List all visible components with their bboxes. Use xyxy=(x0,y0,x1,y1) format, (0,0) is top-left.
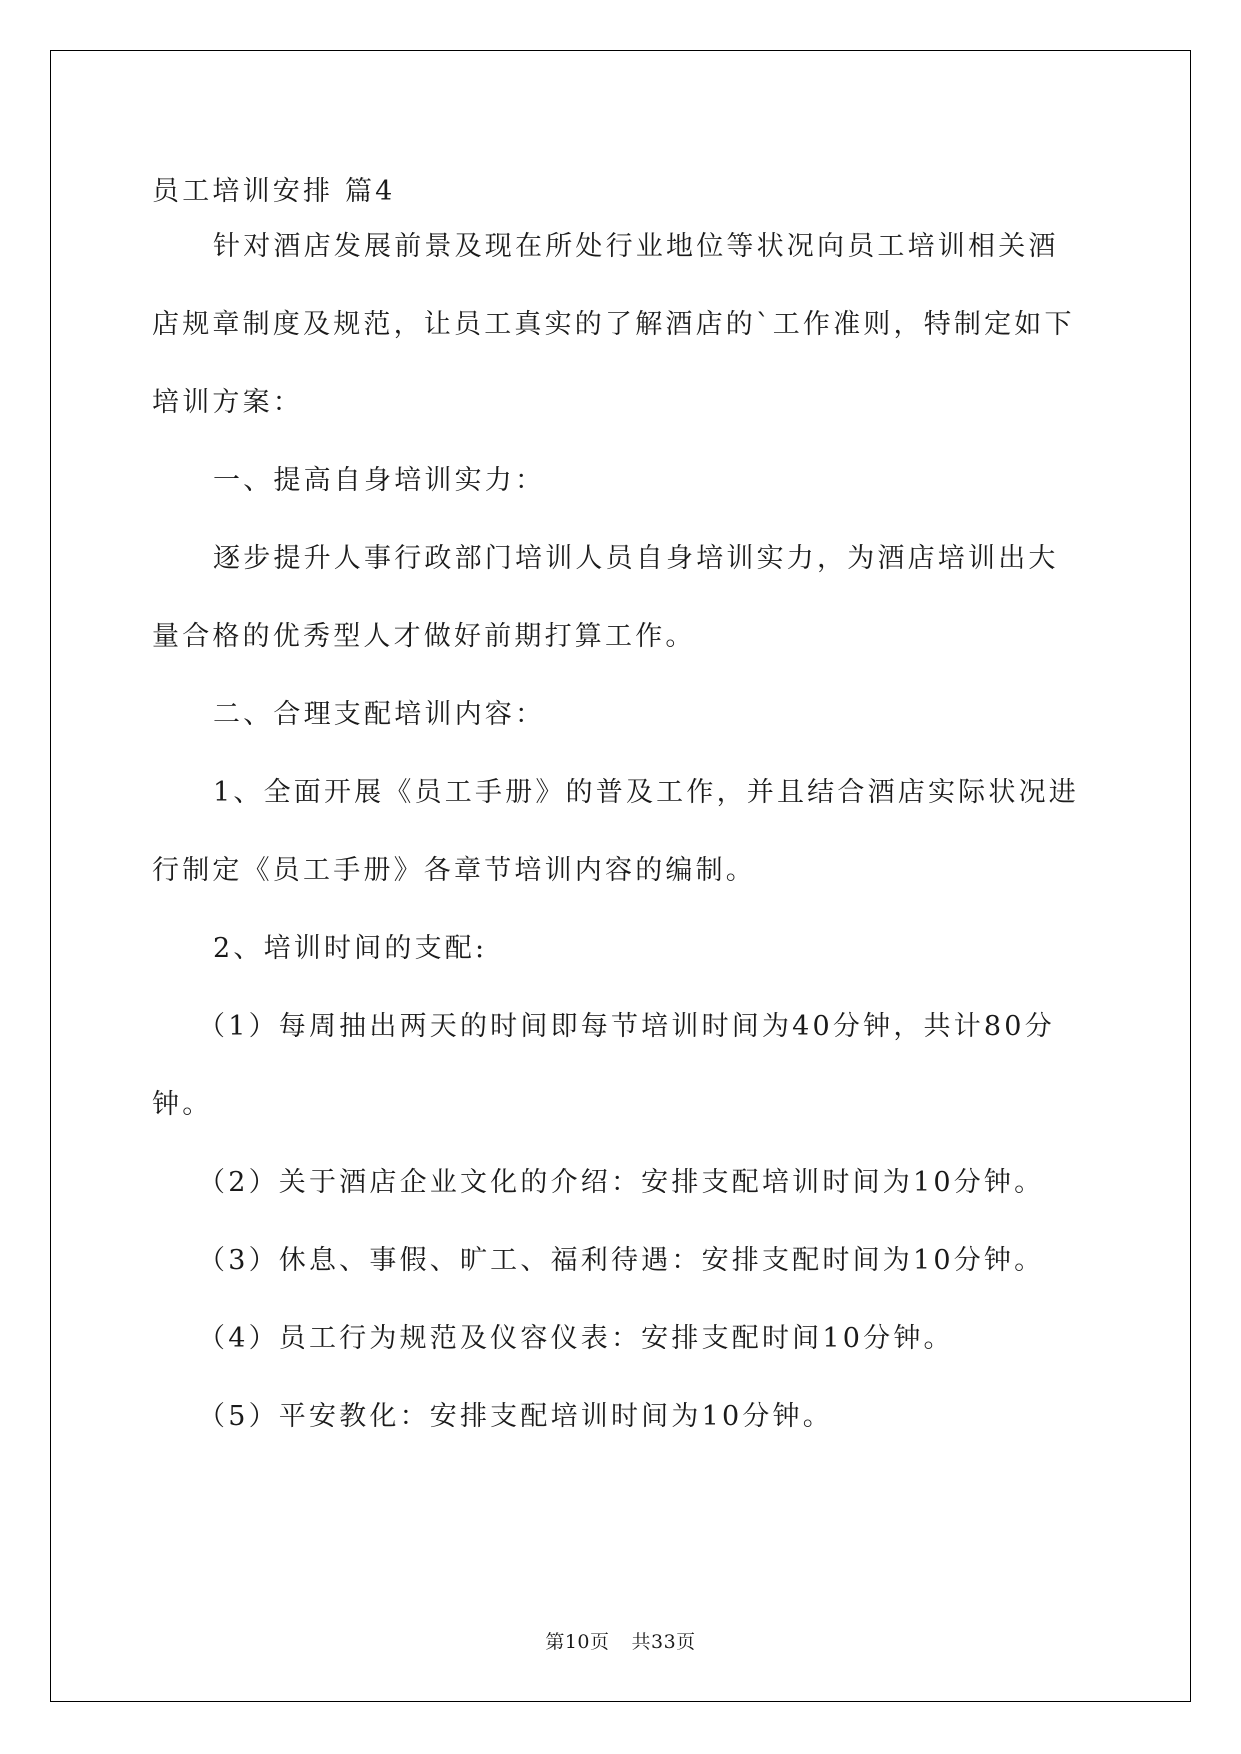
sub-item-2: （2）关于酒店企业文化的介绍：安排支配培训时间为10分钟。 xyxy=(198,1167,1045,1198)
sub-item-1-line-1: （1）每周抽出两天的时间即每节培训时间为40分钟，共计80分 xyxy=(198,1011,1055,1042)
section-2-heading: 二、合理支配培训内容： xyxy=(213,699,546,730)
item-2: 2、培训时间的支配: xyxy=(213,933,488,964)
sub-item-5: （5）平安教化：安排支配培训时间为10分钟。 xyxy=(198,1401,833,1432)
item-1-line-2: 行制定《员工手册》各章节培训内容的编制。 xyxy=(152,855,756,886)
section-1-line-1: 逐步提升人事行政部门培训人员自身培训实力，为酒店培训出大 xyxy=(213,543,1059,574)
title-text: 员工培训安排 篇4 xyxy=(152,176,396,207)
sub-item-1-line-2: 钟。 xyxy=(152,1089,213,1120)
paragraph-intro-line-3: 培训方案： xyxy=(152,387,303,418)
page-footer xyxy=(0,1627,1241,1654)
paragraph-intro-line-1: 针对酒店发展前景及现在所处行业地位等状况向员工培训相关酒 xyxy=(213,231,1059,262)
page-total: 共33页 xyxy=(631,1631,696,1653)
paragraph-intro-line-2: 店规章制度及规范，让员工真实的了解酒店的`工作准则，特制定如下 xyxy=(152,309,1075,340)
item-1-line-1: 1、全面开展《员工手册》的普及工作，并且结合酒店实际状况进 xyxy=(213,777,1079,808)
section-1-line-2: 量合格的优秀型人才做好前期打算工作。 xyxy=(152,621,696,652)
sub-item-3: （3）休息、事假、旷工、福利待遇：安排支配时间为10分钟。 xyxy=(198,1245,1045,1276)
sub-item-4: （4）员工行为规范及仪容仪表：安排支配时间10分钟。 xyxy=(198,1323,954,1354)
section-1-heading: 一、提高自身培训实力： xyxy=(213,465,546,496)
page-number: 第10页 xyxy=(545,1631,610,1653)
